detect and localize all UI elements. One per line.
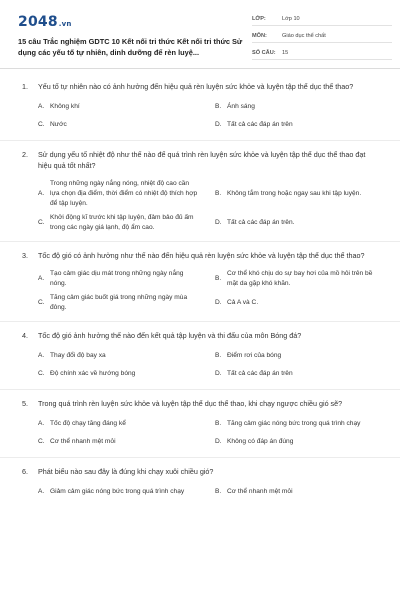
meta-value: 15 xyxy=(282,50,289,56)
option-letter: B. xyxy=(215,190,222,197)
answer-option[interactable] xyxy=(215,367,382,381)
question-number: 4. xyxy=(22,331,28,340)
option-letter: C. xyxy=(38,219,45,226)
option-text: Tăng cảm giác nóng bức trong quá trình chạy xyxy=(227,420,361,427)
option-text: Nước xyxy=(50,121,67,128)
option-text: Cơ thể khó chịu do sự bay hơi của mồ hôi trên bề mặt da gặp khó khăn. xyxy=(227,270,373,287)
question-header xyxy=(22,398,382,409)
option-letter: A. xyxy=(38,275,45,282)
answer-option[interactable] xyxy=(38,100,205,114)
option-text: Cả A và C. xyxy=(227,299,259,306)
answer-option[interactable] xyxy=(38,118,205,132)
answer-options xyxy=(22,269,382,313)
answer-options xyxy=(22,100,382,132)
option-text: Tốc độ chạy tăng đáng kể xyxy=(50,420,126,427)
question-item xyxy=(22,330,382,381)
option-text: Cơ thể nhanh mệt mỏi xyxy=(50,438,116,445)
question-text: Tốc độ gió có ảnh hưởng như thế nào đến hiệu quả rèn luyện sức khỏe và luyện tập thể dục thể thao? xyxy=(38,251,365,260)
answer-option[interactable] xyxy=(38,213,205,233)
option-letter: B. xyxy=(215,352,222,359)
question-text: Yếu tố tự nhiên nào có ảnh hưởng đến hiệu quả rèn luyện sức khỏe và luyện tập thể dục thể thao? xyxy=(38,82,354,91)
meta-panel xyxy=(252,13,392,64)
answer-option[interactable] xyxy=(38,485,205,499)
option-text: Điểm rơi của bóng xyxy=(227,352,282,359)
meta-row-subject xyxy=(252,30,392,43)
page-header xyxy=(0,0,400,62)
logo-text: 2048 xyxy=(18,14,58,30)
answer-option[interactable] xyxy=(38,293,205,313)
answer-option[interactable] xyxy=(215,100,382,114)
meta-row-count xyxy=(252,47,392,60)
answer-options xyxy=(22,485,382,499)
option-text: Tạo cảm giác dịu mát trong những ngày nắng nóng. xyxy=(50,270,184,287)
option-letter: A. xyxy=(38,103,45,110)
answer-option[interactable] xyxy=(215,118,382,132)
option-letter: A. xyxy=(38,352,45,359)
question-text: Trong quá trình rèn luyện sức khỏe và luyện tập thể dục thể thao, khi chạy ngược chiều gió sẽ? xyxy=(38,399,343,408)
answer-option[interactable] xyxy=(38,179,205,209)
option-text: Không khí xyxy=(50,103,80,110)
answer-option[interactable] xyxy=(215,213,382,233)
option-letter: D. xyxy=(215,370,222,377)
option-letter: D. xyxy=(215,121,222,128)
question-list xyxy=(0,69,400,499)
answer-option[interactable] xyxy=(38,269,205,289)
meta-value: Lớp 10 xyxy=(282,16,300,22)
question-number: 1. xyxy=(22,82,28,91)
answer-option[interactable] xyxy=(215,485,382,499)
answer-option[interactable] xyxy=(215,349,382,363)
answer-options xyxy=(22,179,382,233)
question-header xyxy=(22,250,382,261)
question-separator xyxy=(0,389,400,390)
question-number: 5. xyxy=(22,399,28,408)
answer-option[interactable] xyxy=(215,417,382,431)
option-letter: B. xyxy=(215,488,222,495)
option-text: Giảm cảm giác nóng bức trong quá trình chạy xyxy=(50,488,185,495)
question-separator xyxy=(0,241,400,242)
question-number: 3. xyxy=(22,251,28,260)
option-text: Tăng cảm giác buốt giá trong những ngày mùa đông. xyxy=(50,294,188,311)
question-header xyxy=(22,330,382,341)
question-header xyxy=(22,81,382,92)
option-letter: C. xyxy=(38,438,45,445)
meta-label: SỐ CÂU: xyxy=(252,50,276,56)
answer-option[interactable] xyxy=(38,435,205,449)
option-letter: D. xyxy=(215,299,222,306)
option-letter: B. xyxy=(215,275,222,282)
option-text: Không có đáp án đúng xyxy=(227,438,294,445)
meta-label: LỚP: xyxy=(252,16,266,22)
option-text: Trong những ngày nắng nóng, nhiệt độ cao cần lựa chọn địa điểm, thời điểm có nhiệt độ thích hợp để tập luyện. xyxy=(50,180,198,207)
answer-option[interactable] xyxy=(38,349,205,363)
question-item xyxy=(22,81,382,132)
answer-options xyxy=(22,349,382,381)
question-separator xyxy=(0,140,400,141)
question-separator xyxy=(0,321,400,322)
option-letter: A. xyxy=(38,488,45,495)
option-letter: D. xyxy=(215,438,222,445)
answer-option[interactable] xyxy=(38,367,205,381)
question-header xyxy=(22,466,382,477)
option-letter: D. xyxy=(215,219,222,226)
option-text: Tất cả các đáp án trên xyxy=(227,121,293,128)
logo-suffix: .vn xyxy=(58,20,72,28)
question-number: 2. xyxy=(22,150,28,159)
meta-label: MÔN: xyxy=(252,33,267,39)
option-letter: B. xyxy=(215,420,222,427)
question-item xyxy=(22,466,382,499)
document-title: 15 câu Trắc nghiệm GDTC 10 Kết nối tri thức Kết nối tri thức Sử dụng các yếu tố tự nhiên, dinh dưỡng để rèn luyệ... xyxy=(18,37,243,57)
option-text: Thay đổi độ bay xa xyxy=(50,352,106,359)
option-text: Cơ thể nhanh mệt mỏi xyxy=(227,488,293,495)
option-text: Độ chính xác về hướng bóng xyxy=(50,370,136,377)
answer-option[interactable] xyxy=(215,179,382,209)
question-header xyxy=(22,149,382,171)
option-text: Tất cả các đáp án trên xyxy=(227,370,293,377)
answer-options xyxy=(22,417,382,449)
option-text: Khởi động kĩ trước khi tập luyện, đảm bảo đủ ấm trong các ngày giá lạnh, độ ẩm cao. xyxy=(50,214,194,231)
question-text: Sử dụng yếu tố nhiệt độ như thế nào để quá trình rèn luyện sức khỏe và luyện tập thể dục thể thao đạt hiệu quả tốt nhất? xyxy=(38,150,366,170)
question-text: Tốc độ gió ảnh hưởng thế nào đến kết quả tập luyện và thi đấu của môn Bóng đá? xyxy=(38,331,302,340)
option-letter: A. xyxy=(38,420,45,427)
question-item xyxy=(22,149,382,233)
answer-option[interactable] xyxy=(215,269,382,289)
meta-value: Giáo dục thể chất xyxy=(282,33,326,39)
option-letter: C. xyxy=(38,299,45,306)
option-letter: C. xyxy=(38,121,45,128)
question-item xyxy=(22,250,382,313)
option-text: Tất cả các đáp án trên. xyxy=(227,219,295,226)
answer-option[interactable] xyxy=(215,435,382,449)
option-text: Ánh sáng xyxy=(227,103,255,110)
option-letter: B. xyxy=(215,103,222,110)
question-separator xyxy=(0,457,400,458)
option-letter: A. xyxy=(38,190,45,197)
question-item xyxy=(22,398,382,449)
meta-row-grade xyxy=(252,13,392,26)
option-letter: C. xyxy=(38,370,45,377)
question-text: Phát biểu nào sau đây là đúng khi chạy xuôi chiều gió? xyxy=(38,467,214,476)
option-text: Không tắm trong hoặc ngay sau khi tập luyện. xyxy=(227,190,362,197)
answer-option[interactable] xyxy=(215,293,382,313)
question-number: 6. xyxy=(22,467,28,476)
answer-option[interactable] xyxy=(38,417,205,431)
